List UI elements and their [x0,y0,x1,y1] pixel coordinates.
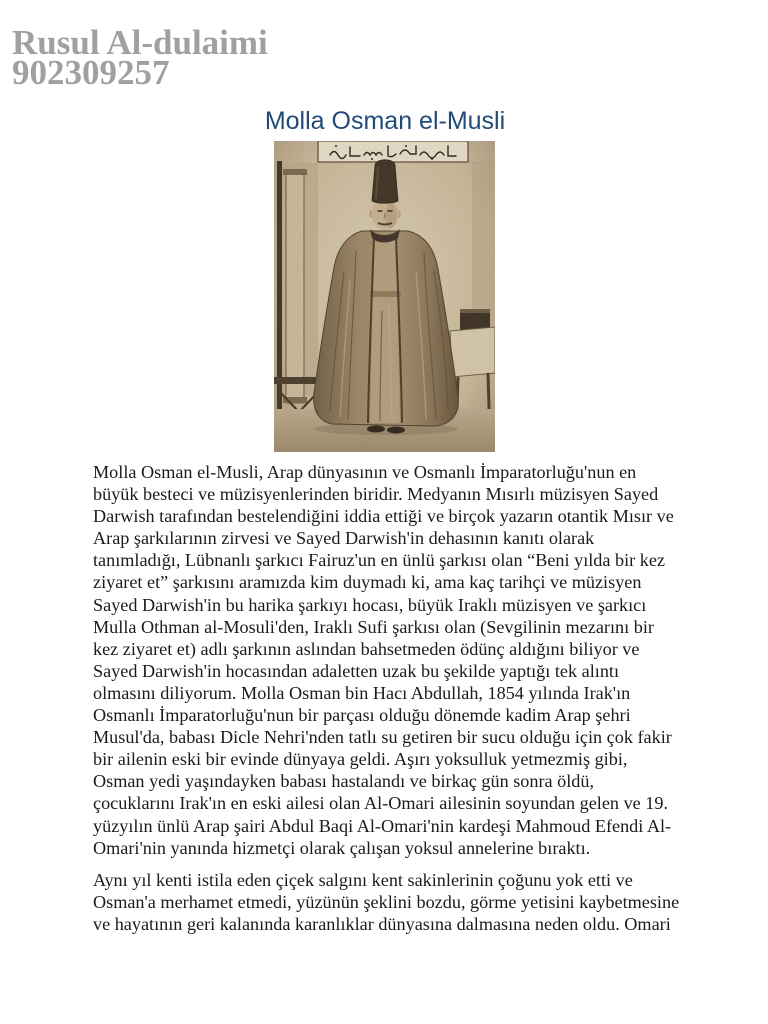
text-line: Omari'nin yanında hizmetçi olarak çalışan yoksul annelerine bıraktı. [93,837,591,858]
text-line: Sayed Darwish'in bu harika şarkıyı hocası, büyük Iraklı müzisyen ve şarkıcı [93,594,647,615]
text-line: kez ziyaret et) adlı şarkının aslından bahsetmeden ödünç aldığını biliyor ve [93,638,640,659]
text-line: tanımladığı, Lübnanlı şarkıcı Fairuz'un en ünlü şarkısı olan “Beni yılda bir kez [93,550,666,571]
photo-grain [274,141,495,452]
text-line: Sayed Darwish'in hocasından adaletten uzak bu şekilde yaptığı tek alıntı [93,660,620,681]
text-line: ziyaret et” şarkısını aramızda kim duymadı ki, ama kaç tarihçi ve müzisyen [93,572,642,593]
watermark [12,23,268,92]
text-line: Darwish tarafından bestelendiğini iddia ettiği ve birçok yazarın otantik Mısır ve [93,506,674,527]
portrait-photo [274,141,495,452]
paragraph [93,461,674,859]
text-line: Osman'a merhamet etmedi, yüzünün şeklini bozdu, görme yetisini kaybetmesine [93,892,680,913]
page-title: Molla Osman el-Musli [264,107,506,135]
text-line: bir ailenin eski bir evinde dünyaya geldi. Aşırı yoksulluk yetmezmiş gibi, [93,749,628,770]
text-line: Osmanlı İmparatorluğu'nun bir parçası olduğu dönemde kadim Arap şehri [93,705,631,726]
text-line: Musul'da, babası Dicle Nehri'nden tatlı su getiren bir sucu olduğu için çok fakir [93,727,672,748]
text-line: büyük besteci ve müzisyenlerinden biridir. Medyanın Mısırlı müzisyen Sayed [93,484,659,505]
text-line: Aynı yıl kenti istila eden çiçek salgını kent sakinlerinin çoğunu yok etti ve [93,870,633,890]
text-line: Mulla Othman al-Mosuli'den, Iraklı Sufi şarkısı olan (Sevgilinin mezarını bir [93,616,654,637]
portrait-photo-frame [274,141,495,452]
watermark-number: 902309257 [12,53,170,92]
watermark-name: Rusul Al-dulaimi [12,23,268,62]
text-line: ve hayatının geri kalanında karanlıklar dünyasına dalmasına neden oldu. Omari [93,914,671,935]
text-line: çocuklarını Irak'ın en eski ailesi olan Al-Omari ailesinin soyundan gelen ve 19. [93,793,669,814]
text-line: Arap şarkılarının zirvesi ve Sayed Darwish'in dehasının kanıtı olarak [93,528,595,549]
text-line: yüzyılın ünlü Arap şairi Abdul Baqi Al-Omari'nin kardeşi Mahmoud Efendi Al- [93,815,672,836]
text-line: olmasını diliyorum. Molla Osman bin Hacı Abdullah, 1854 yılında Irak'ın [93,682,631,703]
text-line: Osman yedi yaşındayken babası hastalandı ve birkaç gün sonra öldü, [93,771,595,792]
paragraph [93,869,679,935]
text-line: Molla Osman el-Musli, Arap dünyasının ve Osmanlı İmparatorluğu'nun en [93,462,637,482]
